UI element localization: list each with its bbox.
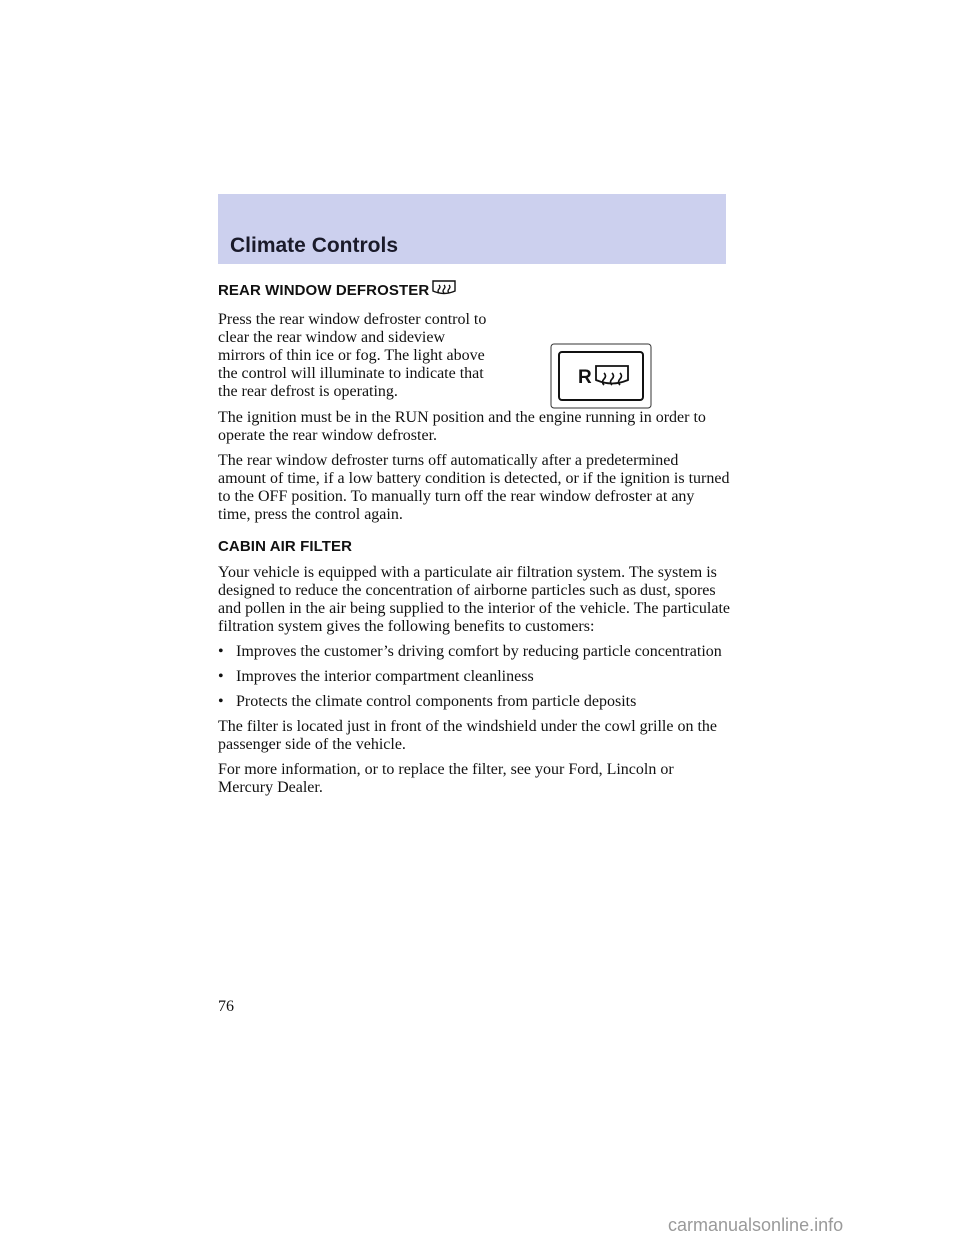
list-item: • Improves the interior compartment cleanliness (218, 668, 534, 685)
rear-defroster-heading (218, 278, 730, 303)
filter-location-paragraph: The filter is located just in front of the windshield under the cowl grille on the passenger side of the vehicle. (218, 718, 717, 753)
rear-defrost-icon (431, 278, 457, 303)
dealer-paragraph: For more information, or to replace the filter, see your Ford, Lincoln or Mercury Dealer. (218, 761, 674, 796)
list-item: • Protects the climate control components from particle deposits (218, 693, 637, 710)
rear-defroster-heading-text: REAR WINDOW DEFROSTER (218, 282, 430, 299)
header-title: Climate Controls (230, 234, 399, 257)
watermark: carmanualsonline.info (668, 1215, 844, 1235)
page-content (218, 278, 730, 804)
rear-defroster-button-illustration (550, 343, 652, 409)
cabin-air-filter-intro: Your vehicle is equipped with a particulate air filtration system. The system is designed to reduce the concentration of airborne particles such as dust, spores and pollen in the air being supplied to the interior of the vehicle. The particulate filtration system gives the following benefits to customers: (218, 564, 730, 635)
cabin-air-filter-section (218, 538, 730, 797)
bullet-icon: • (218, 643, 224, 660)
rear-defroster-intro (218, 311, 730, 401)
ignition-paragraph: The ignition must be in the RUN position and the engine running in order to operate the rear window defroster. (218, 409, 706, 444)
page-number: 76 (218, 998, 234, 1015)
auto-off-paragraph: The rear window defroster turns off automatically after a predetermined amount of time, if a low battery condition is detected, or if the ignition is turned to the OFF position. To manually turn off the rear window defroster at any time, press the control again. (218, 452, 730, 523)
bullet-icon: • (218, 693, 224, 710)
button-r-label: R (578, 367, 592, 388)
rear-defroster-intro-text: Press the rear window defroster control to clear the rear window and sideview mirrors of thin ice or fog. The light above the control will illuminate to indicate that the rear defrost is operating. (218, 311, 487, 400)
section-header (218, 194, 726, 264)
list-item: • Improves the customer’s driving comfort by reducing particle concentration (218, 643, 722, 660)
cabin-air-filter-heading: CABIN AIR FILTER (218, 538, 353, 555)
bullet-icon: • (218, 668, 224, 685)
benefits-list (218, 643, 730, 711)
